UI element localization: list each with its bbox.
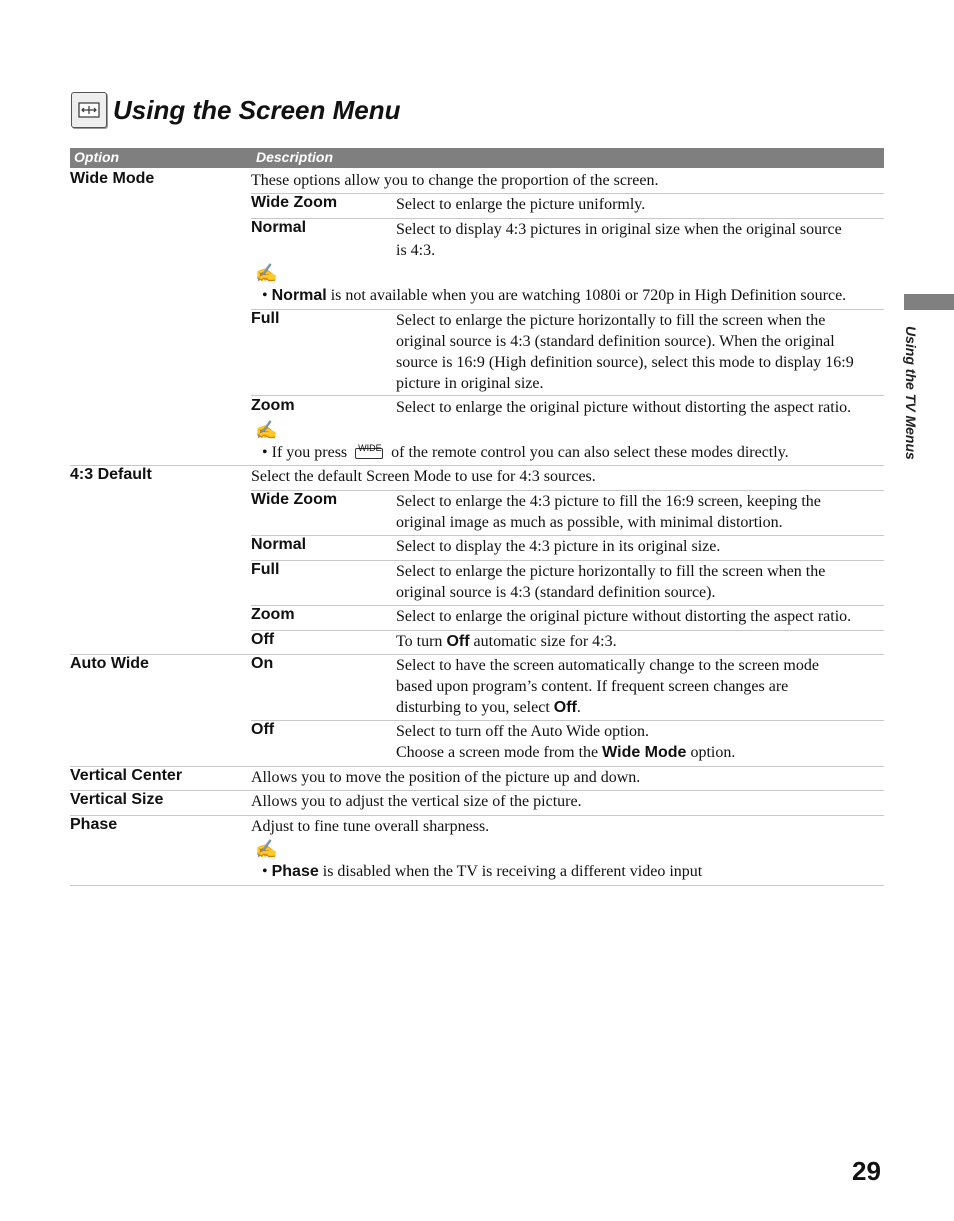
wide-mode-note-wide-key: • If you press WIDE of the remote control you can also select these modes directly. xyxy=(262,443,789,461)
page-title: Using the Screen Menu xyxy=(113,94,401,125)
wide-mode-wide-zoom-label: Wide Zoom xyxy=(251,194,338,211)
wide-mode-normal-desc: Select to display 4:3 pictures in original size when the original source is 4:3. xyxy=(396,221,842,259)
wide-mode-wide-zoom-desc: Select to enlarge the picture uniformly. xyxy=(396,196,646,213)
43-off-label: Off xyxy=(251,631,275,648)
wide-mode-full-desc: Select to enlarge the picture horizontally to fill the screen when the original source is 4:3 (standard definition source). When the original source is 16:9 (High definition source), select this mode to display 16:9 picture in original size. xyxy=(396,312,854,392)
auto-wide-on-label: On xyxy=(251,655,274,672)
43-normal-label: Normal xyxy=(251,536,307,553)
screen-menu-icon xyxy=(71,92,107,128)
auto-wide-off-label: Off xyxy=(251,721,275,738)
option-vertical-size: Vertical Size xyxy=(70,791,164,808)
side-tab-marker xyxy=(904,294,954,310)
note-pencil-icon: ✍ xyxy=(255,420,278,440)
wide-mode-full-label: Full xyxy=(251,310,280,327)
wide-mode-normal-label: Normal xyxy=(251,219,307,236)
option-auto-wide: Auto Wide xyxy=(70,655,149,672)
option-43-default: 4:3 Default xyxy=(70,466,152,483)
vertical-size-desc: Allows you to adjust the vertical size of the picture. xyxy=(251,793,582,810)
43-zoom-label: Zoom xyxy=(251,606,295,623)
43-full-desc: Select to enlarge the picture horizontally to fill the screen when the original source is 4:3 (standard definition source). xyxy=(396,563,826,601)
wide-mode-zoom-desc: Select to enlarge the original picture without distorting the aspect ratio. xyxy=(396,399,852,416)
43-off-desc: To turn Off automatic size for 4:3. xyxy=(396,633,617,650)
note-pencil-icon: ✍ xyxy=(255,839,278,859)
43-zoom-desc: Select to enlarge the original picture without distorting the aspect ratio. xyxy=(396,608,852,625)
wide-mode-zoom-label: Zoom xyxy=(251,397,295,414)
43-full-label: Full xyxy=(251,561,280,578)
43-default-intro: Select the default Screen Mode to use for 4:3 sources. xyxy=(251,468,596,485)
phase-desc: Adjust to fine tune overall sharpness. xyxy=(251,818,490,835)
option-vertical-center: Vertical Center xyxy=(70,767,183,784)
option-phase: Phase xyxy=(70,816,118,833)
header-option: Option xyxy=(74,149,120,165)
phase-note: • Phase is disabled when the TV is receiving a different video input xyxy=(262,863,703,880)
43-wide-zoom-desc: Select to enlarge the 4:3 picture to fill the 16:9 screen, keeping the original image as much as possible, with minimal distortion. xyxy=(396,493,821,531)
side-tab-label: Using the TV Menus xyxy=(903,326,919,460)
auto-wide-on-desc: Select to have the screen automatically change to the screen mode based upon program’s content. If frequent screen changes are disturbing to you, select Off. xyxy=(396,657,819,716)
43-normal-desc: Select to display the 4:3 picture in its original size. xyxy=(396,538,721,555)
vertical-center-desc: Allows you to move the position of the picture up and down. xyxy=(251,769,641,786)
page-header xyxy=(71,92,401,128)
header-description: Description xyxy=(256,149,334,165)
auto-wide-off-desc: Select to turn off the Auto Wide option. Choose a screen mode from the Wide Mode option. xyxy=(396,723,736,761)
43-wide-zoom-label: Wide Zoom xyxy=(251,491,338,508)
table-header xyxy=(70,148,884,168)
wide-mode-intro: These options allow you to change the proportion of the screen. xyxy=(251,172,659,189)
option-wide-mode: Wide Mode xyxy=(70,170,155,187)
wide-mode-note-normal: • Normal is not available when you are watching 1080i or 720p in High Definition source. xyxy=(262,287,847,304)
page-number: 29 xyxy=(852,1156,881,1186)
note-pencil-icon: ✍ xyxy=(255,263,278,283)
wide-button-icon: WIDE xyxy=(355,448,383,459)
